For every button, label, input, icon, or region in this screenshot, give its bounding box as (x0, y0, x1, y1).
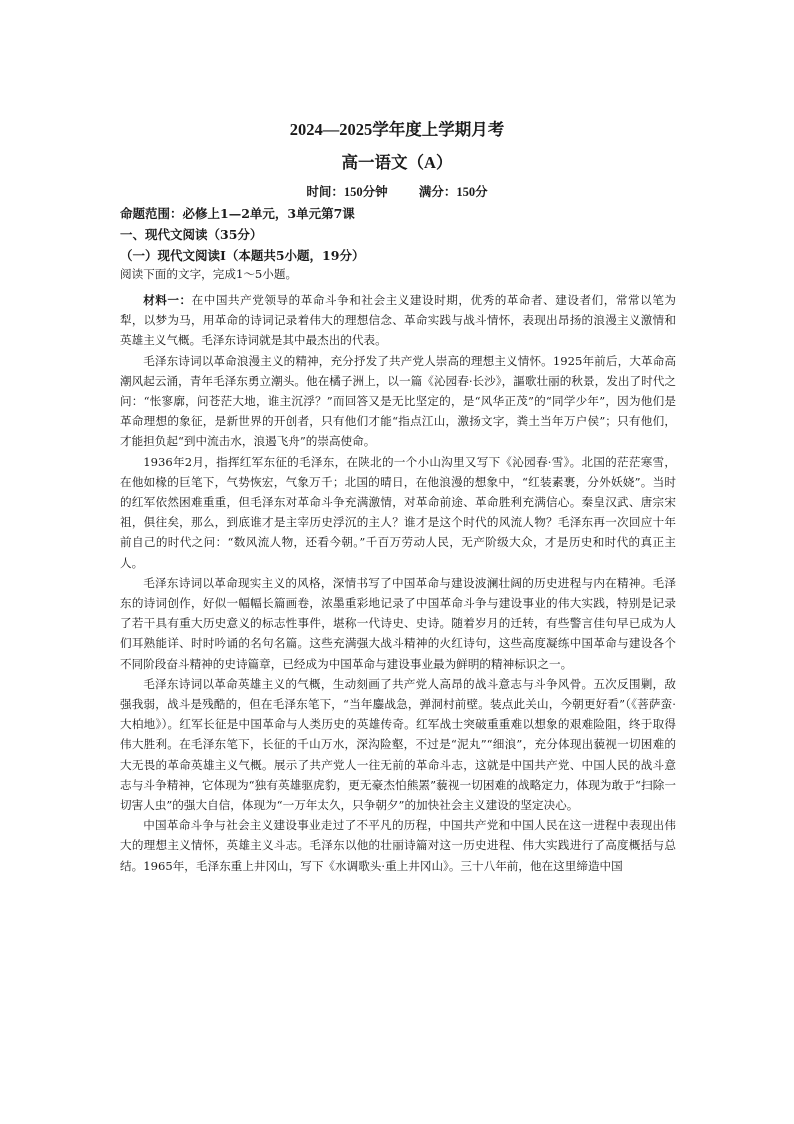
exam-subtitle: 高一语文（A） (341, 153, 453, 172)
passage-paragraph: 中国革命斗争与社会主义建设事业走过了不平凡的历程，中国共产党和中国人民在这一进程中表现出伟大的理想主义情怀，英雄主义斗志。毛泽东以他的壮丽诗篇对这一历史进程、伟大实践进行了高度概括与总结。1965年，毛泽东重上井冈山，写下《水调歌头·重上井冈山》。三十八年前，他在这里缔造中国 (120, 818, 676, 873)
passage-paragraph: 材料一：在中国共产党领导的革命斗争和社会主义建设时期，优秀的革命者、建设者们，常常以笔为犁，以梦为马，用革命的诗词记录着伟大的理想信念、革命实践与战斗情怀，表现出昂扬的浪漫主义激情和英雄主义气概。毛泽东诗词就是其中最杰出的代表。 (120, 293, 676, 348)
passage-paragraph: 毛泽东诗词以革命浪漫主义的精神，充分抒发了共产党人崇高的理想主义情怀。1925年前后，大革命高潮风起云涌，青年毛泽东勇立潮头。他在橘子洲上，以一篇《沁园春·长沙》，謳歌壮丽的秋景，发出了时代之问：“怅寥廓，问苍茫大地，谁主沉浮？”而回答又是无比坚定的，是“风华正茂”的“同学少年”，因为他们是革命理想的象征，是新世界的开创者，只有他们才能“指点江山，激扬文字，粪土当年万户侯”；只有他们，才能担负起“到中流击水，浪遏飞舟”的崇高使命。 (120, 353, 676, 449)
section-heading: 一、现代文阅读（35分） (120, 227, 263, 242)
passage-paragraph: 1936年2月，指挥红军东征的毛泽东，在陕北的一个小山沟里又写下《沁园春·雪》。北国的茫茫寒雪，在他如椽的巨笔下，气势恢宏，气象万千；北国的晴日，在他浪漫的想象中，“红装素裹，分外妖娆”。当时的红军依然困难重重，但毛泽东对革命斗争充满激情，对革命前途、革命胜利充满信心。秦皇汉武、唐宗宋祖，俱往矣，那么，到底谁才是主宰历史浮沉的主人？谁才是这个时代的风流人物？毛泽东再一次回应十年前自己的时代之问：“数风流人物，还看今朝。”千百万劳动人民，无产阶级大众，才是历史和时代的真正主人。 (120, 454, 676, 570)
material-label: 材料一： (143, 293, 192, 307)
passage-paragraph: 毛泽东诗词以革命现实主义的风格，深情书写了中国革命与建设波澜壮阔的历史进程与内在精神。毛泽东的诗词创作，好似一幅幅长篇画卷，浓墨重彩地记录了中国革命斗争与建设事业的伟大实践，特别是记录了若干具有重大历史意义的标志性事件，堪称一代诗史、史诗。随着岁月的迁转，有些警言佳句早已成为人们耳熟能详、时时吟诵的名句名篇。这些充满强大战斗精神的火红诗句，这些高度凝练中国革命与建设各个不同阶段奋斗精神的史诗篇章，已经成为中国革命与建设事业最为鲜明的精神标识之一。 (120, 575, 676, 671)
exam-time-score (0, 182, 794, 200)
reading-instruction: 阅读下面的文字，完成1～5小题。 (120, 267, 298, 281)
exam-score: 满分：150分 (418, 185, 488, 199)
exam-time: 时间：150分钟 (306, 185, 388, 199)
reading-passage (120, 290, 676, 876)
exam-title: 2024—2025学年度上学期月考 (289, 120, 505, 139)
exam-scope: 命题范围：必修上1—2单元，3单元第7课 (120, 206, 355, 221)
subsection-heading: （一）现代文阅读Ⅰ（本题共5小题，19分） (120, 248, 365, 263)
passage-paragraph: 毛泽东诗词以革命英雄主义的气概，生动刻画了共产党人高昂的战斗意志与斗争风骨。五次反围剿，敌强我弱，战斗是残酷的，但在毛泽东笔下，“当年鏖战急，弹洞村前壁。装点此关山，今朝更好看”（《菩萨蛮·大柏地》）。红军长征是中国革命与人类历史的英雄传奇。红军战士突破重重难以想象的艰难险阻，终于取得伟大胜利。在毛泽东笔下，长征的千山万水，深沟险壑，不过是“泥丸”“细浪”，充分体现出藐视一切困难的大无畏的革命英雄主义气概。展示了共产党人一往无前的革命斗志，这就是中国共产党、中国人民的战斗意志与斗争精神，它体现为“独有英雄驱虎豹，更无豪杰怕熊罴”藐视一切困难的战略定力，体现为敢于“扫除一切害人虫”的强大自信，体现为“一万年太久，只争朝夕”的加快社会主义建设的坚定决心。 (120, 676, 676, 813)
